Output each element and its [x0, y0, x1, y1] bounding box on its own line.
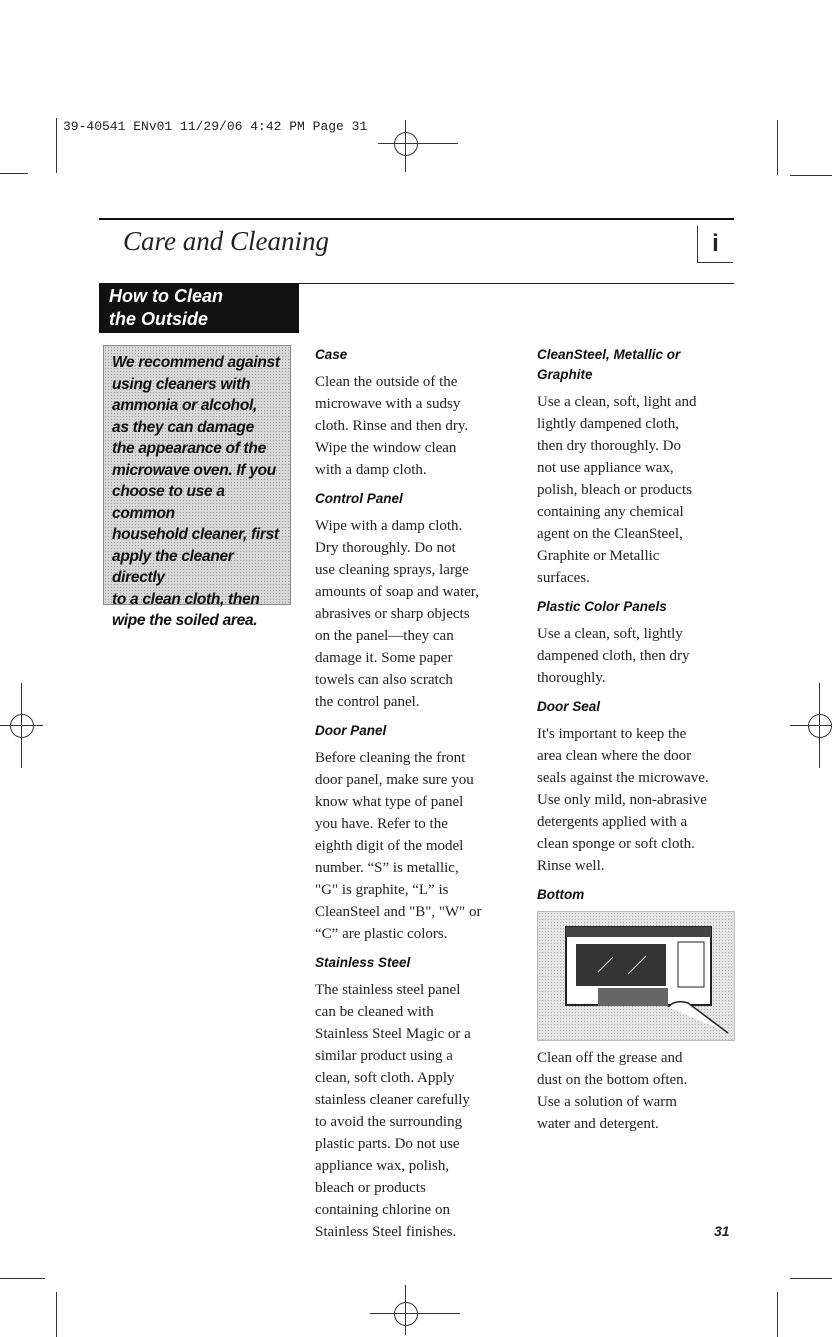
registration-mark-icon — [808, 714, 832, 738]
crop-mark — [56, 118, 57, 173]
subsection-heading: Case — [315, 347, 348, 362]
body-paragraph — [315, 371, 520, 481]
text-line: lightly dampened cloth, — [537, 416, 680, 432]
text-line: agent on the CleanSteel, — [537, 526, 683, 542]
text-line: stainless cleaner carefully — [315, 1092, 470, 1108]
text-line: seals against the microwave. — [537, 770, 709, 786]
text-line: similar product using a — [315, 1048, 453, 1064]
note-line: apply the cleaner directly — [112, 547, 234, 586]
section-heading-line: the Outside — [109, 309, 209, 329]
body-paragraph — [537, 391, 742, 589]
registration-line — [378, 143, 458, 144]
note-line: household cleaner, first — [112, 526, 279, 543]
registration-line — [405, 1285, 406, 1335]
page-number: 31 — [714, 1223, 730, 1239]
text-line: Graphite or Metallic — [537, 548, 660, 564]
text-line: use cleaning sprays, large — [315, 562, 469, 578]
crop-mark — [790, 1278, 832, 1279]
text-line: door panel, make sure you — [315, 772, 474, 788]
text-line: clean, soft cloth. Apply — [315, 1070, 455, 1086]
body-paragraph — [537, 723, 742, 877]
text-line: you have. Refer to the — [315, 816, 448, 832]
text-line: amounts of soap and water, — [315, 584, 479, 600]
text-line: number. “S” is metallic, — [315, 860, 459, 876]
crop-mark — [790, 175, 832, 176]
column-left — [315, 345, 520, 1251]
text-line: eighth digit of the model — [315, 838, 464, 854]
crop-mark — [56, 1292, 57, 1337]
subsection-heading: Control Panel — [315, 491, 403, 506]
subsection-heading: Bottom — [537, 887, 585, 902]
note-line: as they can damage — [112, 418, 254, 436]
note-line: We recommend against — [112, 354, 280, 371]
text-line: Wipe with a damp cloth. — [315, 518, 463, 534]
column-right — [537, 345, 742, 1143]
text-line: detergents applied with a — [537, 814, 688, 830]
body-paragraph — [315, 747, 520, 945]
body-paragraph — [315, 515, 520, 713]
registration-line — [405, 120, 406, 172]
text-line: Use a clean, soft, light and — [537, 394, 697, 410]
text-line: damage it. Some paper — [315, 650, 453, 666]
page-title: Care and Cleaning — [123, 226, 329, 256]
text-line: Stainless Steel Magic or a — [315, 1026, 471, 1042]
registration-line — [0, 725, 43, 726]
registration-mark-icon — [394, 132, 418, 156]
microwave-cleaning-illustration — [537, 911, 735, 1041]
note-line: using cleaners with — [112, 375, 251, 393]
note-line: wipe the soiled area. — [112, 612, 258, 629]
text-line: area clean where the door — [537, 748, 692, 764]
text-line: Before cleaning the front — [315, 750, 466, 766]
text-line: surfaces. — [537, 570, 590, 586]
text-line: not use appliance wax, — [537, 460, 674, 476]
text-line: towels can also scratch — [315, 672, 453, 688]
text-line: Use only mild, non-abrasive — [537, 792, 707, 808]
text-line: Dry thoroughly. Do not — [315, 540, 456, 556]
section-heading — [99, 283, 299, 333]
text-line: bleach or products — [315, 1180, 426, 1196]
text-line: polish, bleach or products — [537, 482, 692, 498]
crop-mark — [777, 120, 778, 175]
registration-line — [370, 1313, 460, 1314]
text-line: plastic parts. Do not use — [315, 1136, 460, 1152]
text-line: Stainless Steel finishes. — [315, 1224, 457, 1240]
crop-mark — [0, 173, 28, 174]
text-line: The stainless steel panel — [315, 982, 461, 998]
text-line: cloth. Rinse and then dry. — [315, 418, 469, 434]
text-line: know what type of panel — [315, 794, 464, 810]
text-line: the control panel. — [315, 694, 420, 710]
text-line: Clean the outside of the — [315, 374, 458, 390]
body-paragraph — [315, 979, 520, 1243]
body-paragraph — [537, 1047, 742, 1135]
registration-line — [790, 725, 832, 726]
text-line: CleanSteel and "B", "W" or — [315, 904, 482, 920]
section-heading-line: How to Clean — [109, 286, 224, 306]
text-line: with a damp cloth. — [315, 462, 427, 478]
text-line: Clean off the grease and — [537, 1050, 683, 1066]
text-line: to avoid the surrounding — [315, 1114, 463, 1130]
text-line: microwave with a sudsy — [315, 396, 461, 412]
text-line: dampened cloth, then dry — [537, 648, 690, 664]
text-line: can be cleaned with — [315, 1004, 434, 1020]
text-line: It's important to keep the — [537, 726, 687, 742]
registration-mark-icon — [394, 1302, 418, 1326]
text-line: Rinse well. — [537, 858, 605, 874]
text-line: then dry thoroughly. Do — [537, 438, 682, 454]
text-line: containing chlorine on — [315, 1202, 450, 1218]
text-line: Graphite — [537, 367, 593, 382]
crop-mark — [0, 1278, 45, 1279]
text-line: CleanSteel, Metallic or — [537, 347, 681, 362]
text-line: Use a clean, soft, lightly — [537, 626, 683, 642]
print-slug: 39-40541 ENv01 11/29/06 4:42 PM Page 31 — [63, 119, 368, 134]
subsection-heading: Door Panel — [315, 723, 387, 738]
text-line: abrasives or sharp objects — [315, 606, 470, 622]
subsection-heading: Door Seal — [537, 699, 601, 714]
crop-mark — [777, 1292, 778, 1337]
registration-mark-icon — [10, 714, 34, 738]
note-line: choose to use a common — [112, 483, 225, 522]
header-rule — [99, 218, 734, 220]
text-line: containing any chemical — [537, 504, 684, 520]
text-line: "G" is graphite, “L” is — [315, 882, 449, 898]
subsection-heading: Stainless Steel — [315, 955, 411, 970]
text-line: dust on the bottom often. — [537, 1072, 688, 1088]
text-line: appliance wax, polish, — [315, 1158, 450, 1174]
note-line: to a clean cloth, then — [112, 590, 260, 608]
text-line: thoroughly. — [537, 670, 606, 686]
subsection-heading — [537, 345, 742, 385]
text-line: Wipe the window clean — [315, 440, 457, 456]
info-icon: i — [697, 226, 733, 263]
note-line: the appearance of the — [112, 440, 266, 457]
text-line: “C” are plastic colors. — [315, 926, 448, 942]
text-line: clean sponge or soft cloth. — [537, 836, 695, 852]
text-line: on the panel—they can — [315, 628, 454, 644]
body-paragraph — [537, 623, 742, 689]
subsection-heading: Plastic Color Panels — [537, 599, 667, 614]
note-line: microwave oven. If you — [112, 461, 276, 479]
text-line: Use a solution of warm — [537, 1094, 677, 1110]
warning-note — [103, 345, 291, 629]
text-line: water and detergent. — [537, 1116, 659, 1132]
note-line: ammonia or alcohol, — [112, 397, 258, 414]
